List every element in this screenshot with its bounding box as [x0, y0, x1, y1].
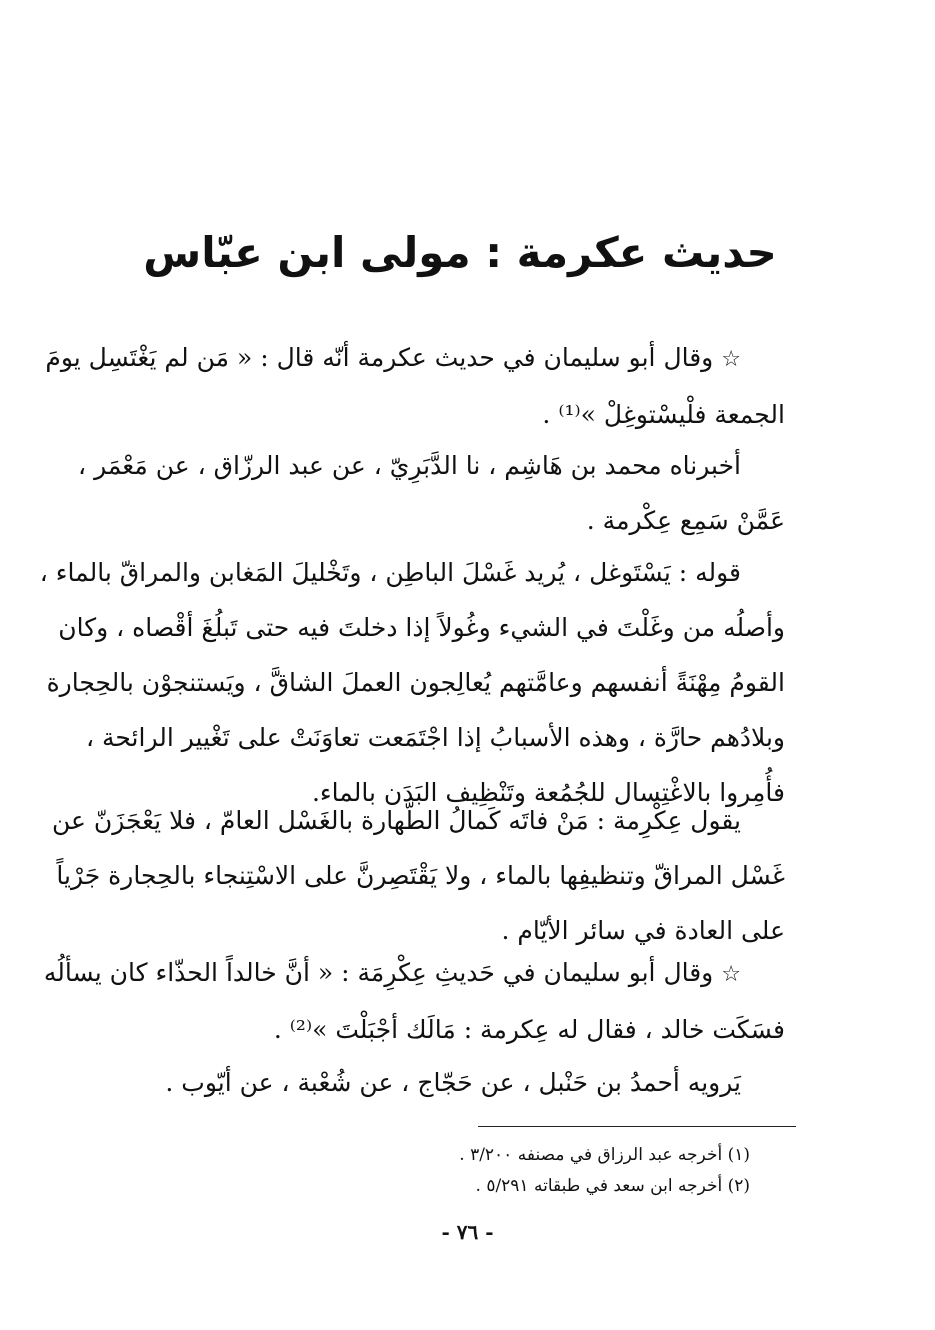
star-icon: ☆ — [721, 962, 741, 987]
paragraph-1 — [45, 330, 785, 442]
paragraph-2 — [78, 438, 785, 548]
paragraph-line: وأصلُه من وغَلْتَ في الشيء وغُولاً إذا دخلتَ فيه حتى تَبلُغَ أقْصاه ، وكان — [58, 613, 785, 642]
paragraph-line: غَسْل المراقّ وتنظيفِها بالماء ، ولا يَقْتَصِرنَّ على الاسْتِنجاء بالحِجارة جَرْياً — [56, 861, 785, 890]
paragraph-line: قوله : يَسْتَوغل ، يُريد غَسْلَ الباطِن ، وتَخْليلَ المَغابن والمراقّ بالماء ، — [39, 558, 741, 587]
footnote-divider — [478, 1126, 796, 1127]
footnotes — [250, 1140, 750, 1202]
footnote-1: (١) أخرجه عبد الرزاق في مصنفه ٣/٢٠٠ . — [459, 1145, 750, 1165]
paragraph-line: أخبرناه محمد بن هَاشِم ، نا الدَّبَرِيّ ، عن عبد الرزّاق ، عن مَعْمَر ، — [78, 451, 741, 480]
chapter-title: حديث عكرمة : مولى ابن عبّاس — [143, 228, 777, 277]
paragraph-line: فأُمِروا بالاغْتِسال للجُمُعة وتَنْظِيف البَدَن بالماء. — [311, 778, 785, 807]
paragraph-line: الجمعة فلْيسْتوغِلْ »⁽¹⁾ . — [542, 400, 785, 429]
paragraph-line: على العادة في سائر الأيّام . — [501, 916, 785, 945]
paragraph-4 — [51, 793, 785, 958]
star-icon: ☆ — [721, 347, 741, 372]
paragraph-5 — [43, 945, 785, 1057]
paragraph-6 — [123, 1055, 785, 1110]
paragraph-line: وبلادُهم حارَّة ، وهذه الأسبابُ إذا اجْتَمَعت تعاوَنَتْ على تَغْيير الرائحة ، — [86, 723, 785, 752]
footnote-2: (٢) أخرجه ابن سعد في طبقاته ٥/٢٩١ . — [475, 1176, 750, 1196]
paragraph-3 — [39, 545, 785, 820]
paragraph-line: ☆وقال أبو سليمان في حَديثِ عِكْرِمَة : « أنَّ خالداً الحذّاء كان يسألُه — [43, 958, 741, 987]
paragraph-line: ☆وقال أبو سليمان في حديث عكرمة أنّه قال : « مَن لم يَغْتَسِل يومَ — [45, 343, 741, 372]
paragraph-line: يَرويه أحمدُ بن حَنْبل ، عن حَجّاج ، عن شُعْبة ، عن أيّوب . — [165, 1068, 741, 1097]
page-number: - ٧٦ - — [441, 1220, 494, 1244]
paragraph-line: عَمَّنْ سَمِع عِكْرمة . — [586, 506, 785, 535]
paragraph-line: فسَكَت خالد ، فقال له عِكرمة : مَالَك أجْبَلْتَ »⁽²⁾ . — [273, 1015, 785, 1044]
paragraph-line: يقول عِكْرِمة : مَنْ فاتَه كَمالُ الطَّهارة بالغَسْل العامّ ، فلا يَعْجَزَنّ عن — [51, 806, 741, 835]
paragraph-line: القومُ مِهْنَةً أنفسهم وعامَّتهم يُعالِجون العملَ الشاقَّ ، ويَستنجوْن بالحِجارة — [46, 668, 785, 697]
